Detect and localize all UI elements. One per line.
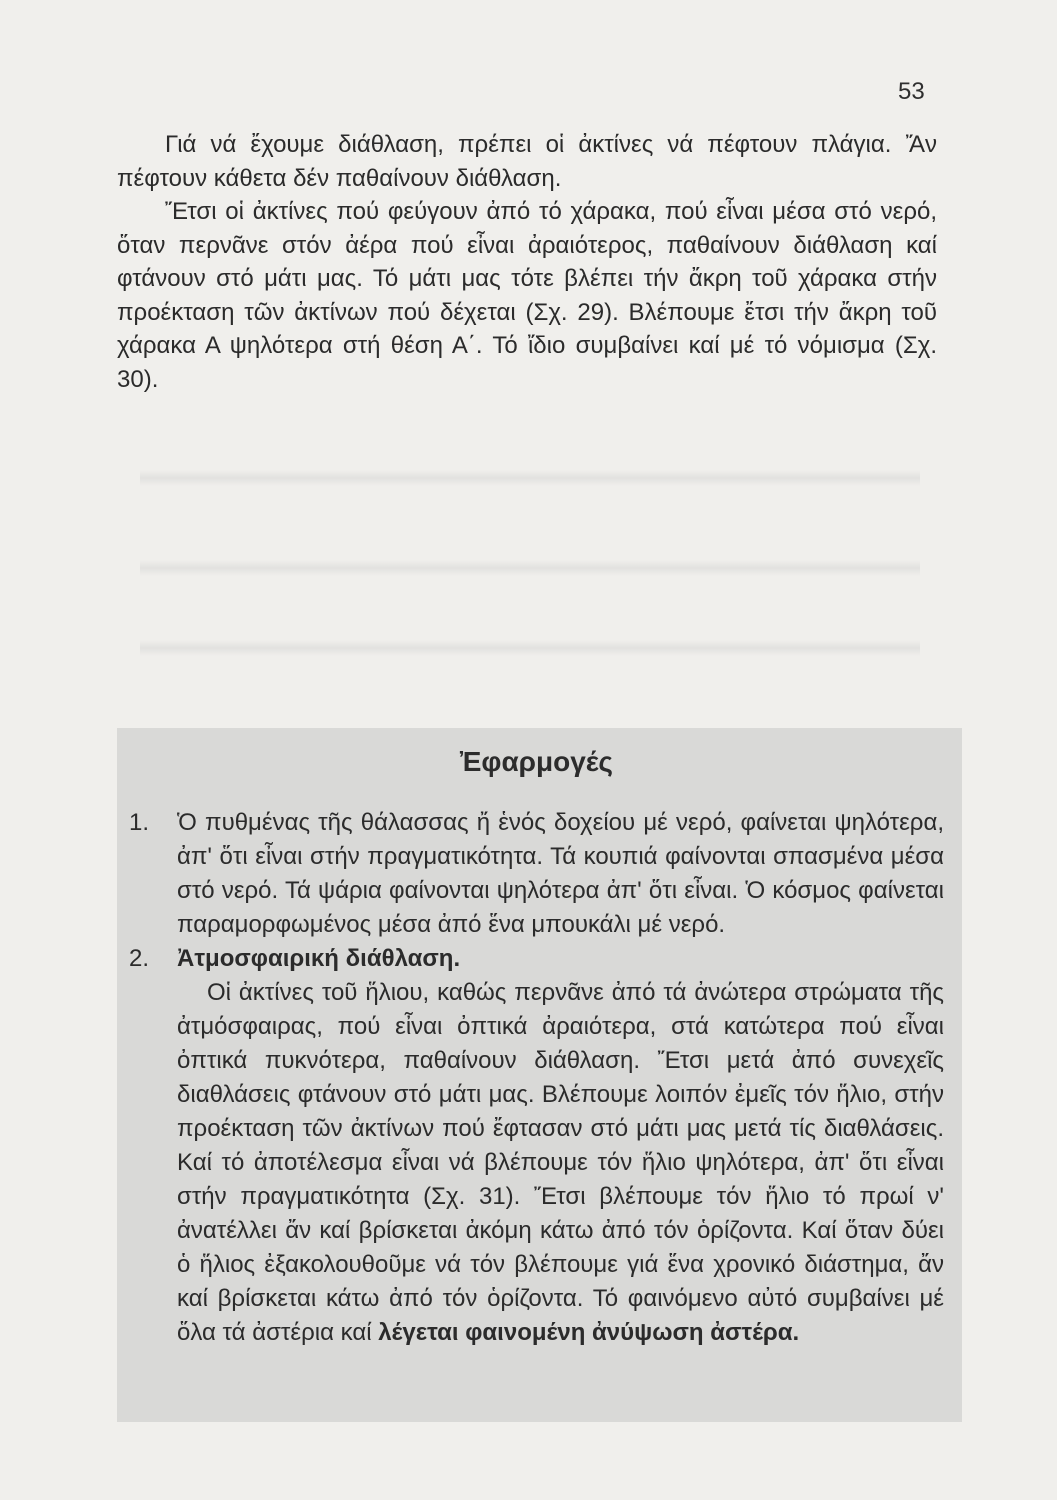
application-item-2 [129,942,944,1350]
paragraph-refraction-condition: Γιά νά ἔχουμε διάθλαση, πρέπει οἱ ἀκτίνες νά πέφτουν πλάγια. Ἄν πέφτουν κάθετα δέν παθαίνουν διάθλαση. [117,131,937,192]
item-heading: Ἀτμοσφαιρική διάθλαση. [177,945,461,972]
item-paragraph [177,976,944,1350]
bold-term: λέγεται φαινομένη ἀνύψωση ἀστέρα. [378,1319,800,1346]
body-text [117,128,937,396]
applications-box [117,728,962,1422]
item-text: Οἱ ἀκτίνες τοῦ ἥλιου, καθώς περνᾶνε ἀπό τά ἀνώτερα στρώματα τῆς ἀτμόσφαιρας, πού εἶναι ὀπτικά ἀραιότερα, στά κατώτερα πού εἶναι ὀπτικά πυκνότερα, παθαίνουν διάθλαση. Ἔτσι μετά ἀπό συνεχεῖς διαθλάσεις φτάνουν στό μάτι μας. Βλέπουμε λοιπόν ἐμεῖς τόν ἥλιο, στήν προέκταση τῶν ἀκτίνων πού ἔφτασαν στό μάτι μας μετά τίς διαθλάσεις. Καί τό ἀποτέλεσμα εἶναι νά βλέπουμε τόν ἥλιο ψηλότερα, ἀπ' ὅτι εἶναι στήν πραγματικότητα (Σχ. 31). Ἔτσι βλέπουμε τόν ἥλιο τό πρωί ν' ἀνατέλλει ἄν καί βρίσκεται ἀκόμη κάτω ἀπό τόν ὁρίζοντα. Καί ὅταν δύει ὁ ἥλιος ἐξακολουθοῦμε νά τόν βλέπουμε γιά ἕνα χρονικό διάστημα, ἄν καί βρίσκεται κάτω ἀπό τόν ὁρίζοντα. Τό φαινόμενο αὐτό συμβαίνει μέ ὅλα τά ἀστέρια καί [177,979,944,1346]
show-through-shading [140,560,920,576]
item-number: 1. [129,809,150,836]
item-number: 2. [129,945,150,972]
application-item-1 [129,806,944,942]
page-number: 53 [898,78,925,105]
item-text: Ὁ πυθμένας τῆς θάλασσας ἤ ἑνός δοχείου μέ νερό, φαίνεται ψηλότερα, ἀπ' ὅτι εἶναι στήν πραγματικότητα. Τά κουπιά φαίνονται σπασμένα μέσα στό νερό. Τά ψάρια φαίνονται ψηλότερα ἀπ' ὅτι εἶναι. Ὁ κόσμος φαίνεται παραμορφωμένος μέσα ἀπό ἕνα μπουκάλι μέ νερό. [177,809,944,938]
paragraph-ruler-explanation: Ἔτσι οἱ ἀκτίνες πού φεύγουν ἀπό τό χάρακα, πού εἶναι μέσα στό νερό, ὅταν περνᾶνε στόν ἀέρα πού εἶναι ἀραιότερος, παθαίνουν διάθλαση καί φτάνουν στό μάτι μας. Τό μάτι μας τότε βλέπει τήν ἄκρη τοῦ χάρακα στήν προέκταση τῶν ἀκτίνων πού δέχεται (Σχ. 29). Βλέπουμε ἔτσι τήν ἄκρη τοῦ χάρακα Α ψηλότερα στή θέση Α΄. Τό ἴδιο συμβαίνει καί μέ τό νόμισμα (Σχ. 30). [117,198,937,393]
show-through-shading [140,640,920,656]
applications-title: Ἐφαρμογές [460,746,613,777]
show-through-shading [140,470,920,486]
